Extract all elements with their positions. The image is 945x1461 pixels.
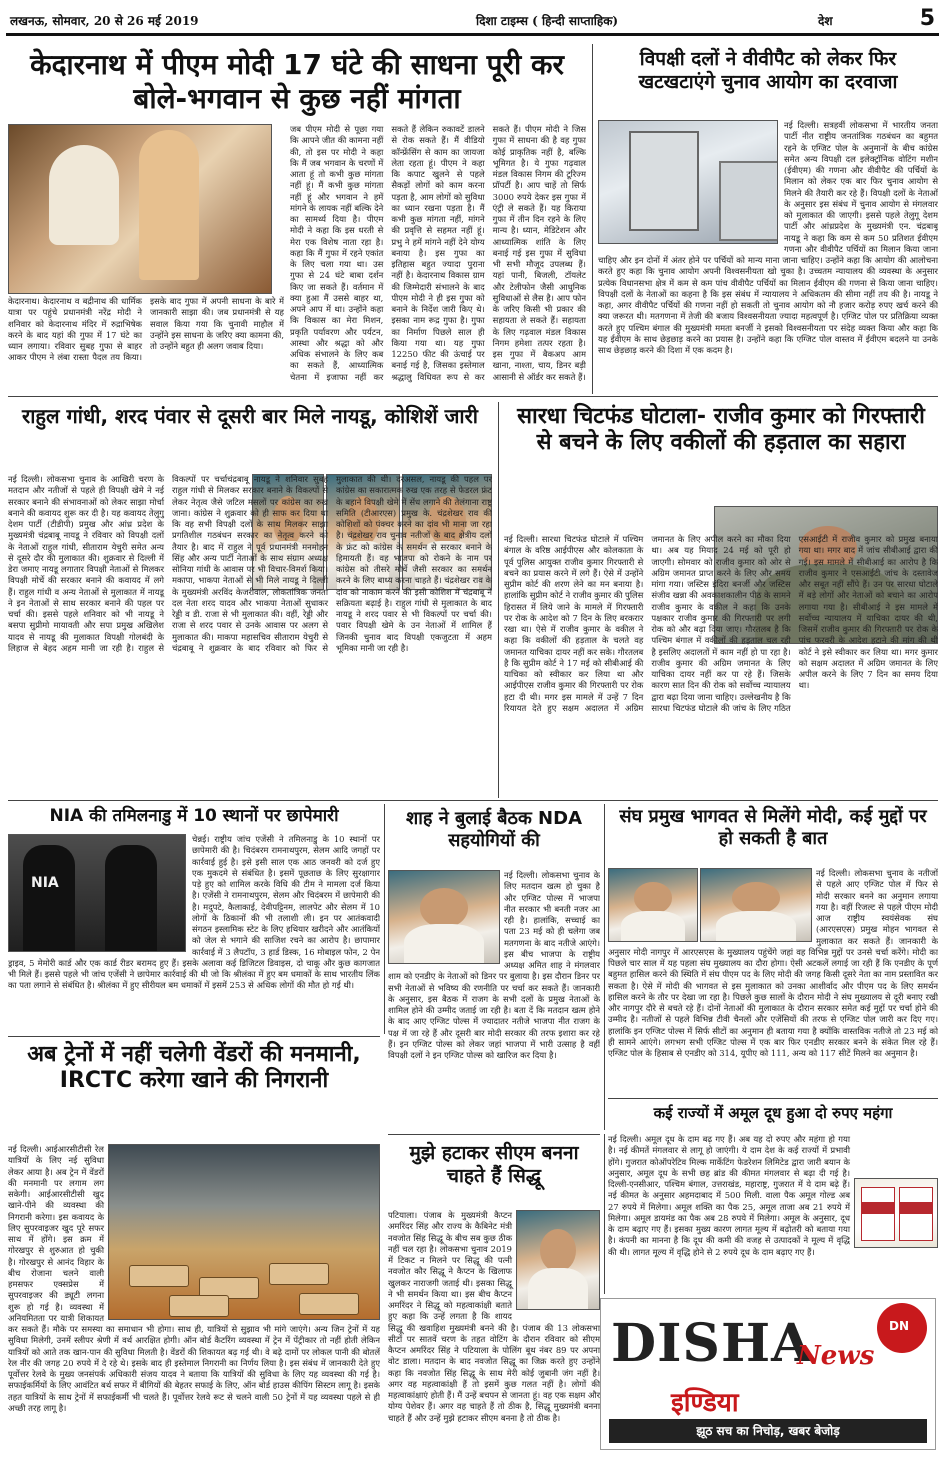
page-number: 5 [919, 6, 935, 31]
modi-cave-photo [8, 124, 272, 294]
logo-news: News [797, 1341, 875, 1371]
nia-headline: NIA की तमिलनाडु में 10 स्थानों पर छापेमारी [49, 806, 339, 826]
amul-headline: कई राज्यों में अमूल दूध हुआ दो रुपए महंगा [653, 1104, 893, 1122]
photo-figure [139, 130, 199, 280]
shah-headline: शाह ने बुलाई बैठक NDA सहयोगियों की [406, 808, 582, 851]
logo-badge: DN [889, 1319, 910, 1333]
section-name: देश [818, 14, 833, 28]
amul-body-wrap [608, 1134, 938, 1292]
logo-tagline: झूठ सच का निचोड़, खबर बेजोड़ [609, 1419, 927, 1443]
photo-float-spacer [104, 1144, 380, 1324]
irctc-body: नई दिल्ली। आईआरसीटीसी रेल यात्रियों के लिए नई सुविधा लेकर आया है। अब ट्रेन में वेंडरों की मनमानी पर लगाम लग सकेगी। आईआरसीटीसी खुद खाने-पीने की व्यवस्था की निगरानी करेगा। इस कवायद के लिए सुपरवाइजर खुद पूरे सफर साथ में होंगे। इस क्रम में गोरखपुर से शुरुआत हो चुकी है। गोरखपुर से आनंद विहार के बीच रोजाना चलने वाली हमसफर एक्सप्रेस में सुपरवाइजर की ड्यूटी लगना शुरू हो गई है। व्यवस्था में अनियमितता पर यात्री शिकायत कर सकते हैं। मौके पर समस्या का समाधान भी होगा। साथ ही, यात्रियों से सुझाव भी मांगे जाएंगे। अन्य जिन ट्रेनों में यह सुविधा मिलेगी, उनमें स्लीपर श्रेणी में वर्थ आरक्षित होगी। ऑन बोर्ड कैटरिंग व्यवस्था में ट्रेन में पेंट्रीकार तो नहीं होती लेकिन यात्रियों को आते तक खान-पान की सुविधा मिलती है। वेंडरों की शिकायत बढ़ गई थी। वे बढ़े दामों पर लोकल पानी की बोतलें रेल नीर की जगह 20 रुपये में दे रहे थे। इसके बाद ही इस्तेमाल निगरानी का निर्णय लिया है। इस संबंध में जानकारी देते हुए पूर्वोत्तर रेलवे के मुख्य जनसंपर्क अधिकारी संजय यादव ने बताया कि यात्रियों की सुविधा के लिए यह व्यवस्था की गई है। सफाईकर्मियों के लिए आवंटित बर्थ सफर में बीगियों की बेहतर सफाई के लिए, ऑन बोर्ड हाउस कीपिंग सिस्टम लागू है। इसके तहत यात्रियों के साथ ट्रेनों में सफाईकर्मी भी चलते हैं। पूर्वोत्तर रेलवे रूट से चलने वाली 50 ट्रेनों में यह व्यवस्था पहले से ही अच्छी तरह लागू है। [8, 1144, 380, 1413]
photo-float-spacer [388, 870, 504, 968]
masthead [6, 6, 939, 36]
vvpat-body-wrap [598, 120, 938, 392]
bhagwat-headline: संघ प्रमुख भागवत से मिलेंगे मोदी, कई मुद्दों पर हो सकती है बात [619, 806, 927, 849]
sidhu-body-wrap [388, 1210, 600, 1454]
column-rule [604, 804, 605, 1130]
article-naidu-headline-box [8, 402, 492, 472]
sidhu-body: पटियाला। पंजाब के मुख्यमंत्री कैप्टन अमरिंदर सिंह और राज्य के कैबिनेट मंत्री नवजोत सिंह सिद्धू के बीच सब कुछ ठीक नहीं चल रहा है। लोकसभा चुनाव 2019 में टिकट न मिलने पर सिद्धू की पत्नी नवजोत कौर सिद्धू ने कैप्टन के खिलाफ खुलकर नाराजगी जताई थी। इसका सिद्धू ने भी समर्थन किया था। इस बीच कैप्टन अमरिंदर ने सिद्धू को महत्वाकांक्षी बताते हुए कहा कि उन्हें लगता है कि शायद सिद्धू की खवाहिश मुख्यमंत्री बनने की है। पंजाब की 13 लोकसभा सीटों पर सातवें चरण के तहत वोटिंग के दौरान रविवार को सीएम कैप्टन अमरिंदर सिंह ने पटियाला के पोलिंग बूथ नंबर 89 पर अपना वोट डाला। मतदान के बाद नवजोत सिद्धू का जिक्र करते हुए उन्होंने कहा कि नवजोत सिंह सिद्धू के साथ मेरी कोई जुबानी जंग नहीं है। अगर वह महत्वाकांक्षी हैं तो इसमें कुछ गलत नहीं है। लोगों की महत्वाकांक्षाएं होती हैं। मैं उन्हें बचपन से जानता हूं। वह एक सक्षम और योग्य पेशेवर हैं। अगर वह चाहते हैं तो ठीक है, सिद्धू मुख्यमंत्री बनना चाहते हैं और उन्हें मुझे हटाकर सीएम बनना है तो ठीक है। [388, 1210, 600, 1423]
disha-news-logo [600, 1298, 936, 1450]
article-nia-headline-box [8, 804, 380, 832]
photo-float-spacer [512, 1210, 600, 1312]
naidu-body-wrap [8, 474, 492, 796]
naidu-headline: राहुल गांधी, शरद पंवार से दूसरी बार मिले नायडू, कोशिशें जारी [22, 404, 478, 428]
article-shah-headline-box [388, 806, 600, 868]
irctc-headline: अब ट्रेनों में नहीं चलेगी वेंडरों की मनमानी, IRCTC करेगा खाने की निगरानी [27, 1042, 361, 1094]
photo-float-spacer [8, 834, 192, 954]
bhagwat-body: नई दिल्ली। लोकसभा चुनाव के नतीजों से पहले आए एग्जिट पोल में फिर से मोदी सरकार बनने का अनुमान लगाया गया है। वहीं रिजल्ट से पहले पीएम मोदी आज राष्ट्रीय स्वयंसेवक संघ (आरएसएस) प्रमुख मोहन भागवत से मुलाकात कर सकते हैं। जानकारी के अनुसार मोदी नागपुर में आरएसएस के मुख्यालय पहुंचेंगे जहां वह विभिन्न मुद्दों पर उनसे चर्चा करेंगे। मोदी का पिछले चार साल में यह पहला संघ मुख्यालय का दौरा होगा। ऐसी अटकलें लगाई जा रही हैं कि एनडीए के पूर्ण बहुमत हासिल करने की स्थिति में संघ पीएम पद के लिए मोदी की जगह किसी दूसरे नेता का नाम प्रस्तावित कर सकता है। ऐसे में मोदी की भागवत से इस मुलाकात को उनका आशीर्वाद और पीएम पद के लिए समर्थन हासिल करने के तौर पर देखा जा रहा है। पिछले कुछ सालों के दौरान मोदी ने संघ मुख्यालय से दूरी बनाए रखी और नागपुर दौरे से बचते रहे हैं। दोनों नेताओं की मुलाकात के दौरान सरकार समेत कई मुद्दों पर चर्चा होने की उम्मीद है। नतीजों से पहले विभिन्न टीवी चैनलों और एजेंसियों की तरफ से एग्जिट पोल जारी कर दिए गए। हालांकि इन एग्जिट पोल्स में सिर्फ सीटों का अनुमान ही बताया गया है क्योंकि वास्तविक नतीजे तो 23 मई को ही सामने आएंगे। लगभग सभी एग्जिट पोल्स में एक बार फिर एनडीए सरकार बनने के संकेत मिल रहे हैं। एग्जिट पोल के हिसाब से एनडीए को 314, यूपीए को 111, अन्य को 117 सीटें मिलने का अनुमान है। [608, 868, 938, 1058]
bhagwat-body-wrap [608, 868, 938, 1088]
photo-float-spacer [608, 868, 816, 946]
section-rule [388, 1134, 600, 1135]
kedarnath-body: जब पीएम मोदी से पूछा गया कि आपने जीत की कामना नहीं की, तो इस पर मोदी ने कहा कि मैं जब भगवान के चरणों में आता हूं तो कभी कुछ मांगता नहीं हूं। मैं कभी कुछ मांगता नहीं हूं और भगवान ने हमें मांगने के लायक नहीं बल्कि देने का सामर्थ्य दिया है। पीएम मोदी ने कहा कि इस धरती से मेरा एक विशेष नाता रहा है। कहा कि मैं गुफा में रहने एकांत के लिए चला गया था। उस गुफा से 24 घंटे बाबा दर्शन किए जा सकते हैं। वर्तमान में क्या हुआ मैं उससे बाहर था, अपने आप में था। उन्होंने कहा कि विकास का मेरा मिशन, प्रकृति पर्यावरण और पर्यटन, आस्था और श्रद्धा को और अधिक संभालने के लिए कब का सकते हैं, आध्यात्मिक चेतना में इजाफा नहीं कर सकते हैं लेकिन रुकावटें डालने से रोक सकते हैं। मैं वीडियो कॉन्फ्रेंसिंग से काम का जायजा लेता रहता हूं। पीएम ने कहा कि कपाट खुलने से पहले सैकड़ों लोगों को काम करना पड़ता है, आम लोगों को सुविधा का ध्यान रखना पड़ता है। मैं कभी कुछ मांगता नहीं, मांगने की प्रवृत्ति से सहमत नहीं हूं। प्रभु ने हमें मांगने नहीं देने योग्य बनाया है। इस गुफा का इतिहास बहुत ज्यादा पुराना नहीं है। केदारनाथ विकास ग्राम की जिम्मेदारी संभालने के बाद पीएम मोदी ने ही इस गुफा को बनाने के निर्देश जारी किए थे। इसका नाम रूद्र गुफा है। गुफा का निर्माण पिछले साल ही किया गया था। यह गुफा 12250 फीट की ऊंचाई पर बनाई गई है, जिसका इस्तेमाल श्रद्धालु विधिवत रूप से कर सकते हैं। पीएम मोदी ने जिस गुफा में साधना की है वह गुफा कोई प्राकृतिक नहीं है, बल्कि भूमिगत है। ये गुफा गढ़वाल मंडल विकास निगम की टूरिज्म प्रॉपर्टी है। आप चाहें तो सिर्फ 3000 रुपये देकर इस गुफा में एंट्री ले सकते हैं। यह किराया गुफा में तीन दिन रहने के लिए मान्य है। ध्यान, मेडिटेशन और आध्यात्मिक शांति के लिए बनाई गई इस गुफा में सुविधा भी सभी मौजूद उपलब्ध हैं। यहां पानी, बिजली, टॉयलेट और टेलीफोन जैसी आधुनिक सुविधाओं से लैस है। आप फोन के जरिए किसी भी प्रकार की सहायता ले सकते हैं। सहायता के लिए गढ़वाल मंडल विकास निगम हमेशा तत्पर रहता है। इस गुफा में बैकअप आम खाना, नाश्ता, चाय, डिनर बड़ी आसानी से ऑर्डर कर सकते हैं। [290, 124, 586, 382]
irctc-body-wrap [8, 1144, 380, 1454]
photo-float-spacer [598, 120, 784, 248]
article-sidhu-headline-box [388, 1140, 600, 1206]
photo-float-spacer [850, 1134, 938, 1254]
amul-body: नई दिल्ली। अमूल दूध के दाम बढ़ गए हैं। अब यह दो रुपए और महंगा हो गया है। नई कीमतें मंगलवार से लागू हो जाएंगी। ये दाम देश के कई राज्यों में प्रभावी होंगे। गुजरात कोऑपरेटिव मिल्क मार्केटिंग फेडरेशन लिमिटेड द्वारा जारी बयान के अनुसार, अमूल दूध के सभी छह ब्रांड की कीमत मंगलवार से बढ़ा दी गई है। दिल्ली-एनसीआर, पश्चिम बंगाल, उत्तराखंड, महाराष्ट्र, गुजरात में ये दाम बढ़े हैं। नई कीमत के अनुसार अहमदाबाद में 500 मिली. वाला पैक अमूल गोल्ड अब 27 रुपये में मिलेगा। अमूल शक्ति का पैक 25, अमूल ताजा अब 21 रुपये में मिलेगा। अमूल डायमंड का पैक अब 28 रुपये में मिलेगा। अमूल के अनुसार, दूध के दाम बढ़ाए गए हैं। इसका मुख्य कारण लागत मूल्य में बढ़ोतरी को बताया गया है। कंपनी का मानना है कि दूध की कमी की वजह से उत्पादकों ने मूल्य में वृद्धि की थी। लागत मूल्य में वृद्धि होने से 2 रुपये दूध के दाम बढ़ाए गए हैं। [608, 1134, 850, 1257]
section-rule [8, 396, 938, 397]
vvpat-body: नई दिल्ली। सत्रहवीं लोकसभा में भारतीय जनता पार्टी नीत राष्ट्रीय जनतांत्रिक गठबंधन का बहुमत रहने के एग्जिट पोल के अनुमानों के बीच कांग्रेस समेत अन्य विपक्षी दल इलेक्ट्रॉनिक वोटिंग मशीन (ईवीएम) की गणना और वीवीपैट की पर्चियों के मिलान को लेकर एक बार फिर चुनाव आयोग से मिलने की तैयारी कर रहे हैं। विपक्षी दलों के नेताओं के अनुसार इस संबंध में चुनाव आयोग से मंगलवार को मुलाकात की जाएगी। इससे पहले तेलुगू देशम पार्टी और आंध्रप्रदेश के मुख्यमंत्री एन. चंद्रबाबू नायडू ने कहा कि कम से कम 50 प्रतिशत ईवीएम गणना और वीवीपैट पर्चियों का मिलान किया जाना चाहिए और इन दोनों में अंतर होने पर पर्चियों को मान्य माना जाना चाहिए। उन्होंने कहा कि आयोग की आलोचना करते हुए कहा कि चुनाव आयोग अपनी विश्वसनीयता खो चुका है। उच्चतम न्यायालय की व्यवस्था के अनुसार प्रत्येक विधानसभा क्षेत्र में कम से कम पांच वीवीपैट पर्चियों का मिलान ईवीएम की गणना से किया जाना चाहिए। विपक्षी दलों के नेताओं का कहना है कि इस संबंध में न्यायालय ने अधिकतम की सीमा नहीं तय की है। नायडू ने कहा, अगर वीवीपैट पर्चियों की गणना नहीं हो सकती तो चुनाव आयोग को नौ हजार करोड़ रुपए खर्च करने की क्या जरूरत थी। मतगणना में तेजी की बजाय विश्वसनीयता ज्यादा महत्वपूर्ण है। एग्जिट पोल पर प्रतिक्रिया व्यक्त करते हुए पश्चिम बंगाल की मुख्यमंत्री ममता बनर्जी ने इसको विश्वसनीयता पर संदेह व्यक्त किया और कहा कि यह ईवीएम के साथ छेड़छाड़ करने का प्रयास है। उन्होंने कहा कि एग्जिट पोल वास्तव में ईवीएम बदलने या उनके साथ छेड़छाड़ करने की दिशा में एक कदम है। [598, 120, 938, 355]
article-amul-headline-box [608, 1102, 938, 1130]
nia-body-wrap [8, 834, 380, 1040]
saradha-headline: सारधा चिटफंड घोटाला- राजीव कुमार को गिरफ्तारी से बचने के लिए वकीलों की हड़ताल का सहारा [517, 404, 925, 456]
vvpat-headline: विपक्षी दलों ने वीवीपैट को लेकर फिर खटखटाएंगे चुनाव आयोग का दरवाजा [638, 48, 898, 93]
sidhu-headline: मुझे हटाकर सीएम बनना चाहते हैं सिद्धू [409, 1142, 579, 1187]
saradha-body: नई दिल्ली। सारधा चिटफंड घोटाले में पश्चिम बंगाल के वरिष्ठ आईपीएस और कोलकाता के पूर्व पुलिस आयुक्त राजीव कुमार गिरफ्तारी से बचने का प्रयास करने में लगे हैं। ऐसे में उन्होंने सुप्रीम कोर्ट की शरण लेने का मन बनाया है। हालांकि सुप्रीम कोर्ट ने राजीव कुमार की पुलिस हिरासत में लिये जाने के मामले में गिरफ्तारी पर रोक के आदेश को 7 दिन के लिए बरकरार रखा था। ऐसे में राजीव कुमार के वकील ने कहा कि वकीलों की हड़ताल के चलते वह जमानत याचिका दायर नहीं कर सके। गौरतलब है कि सुप्रीम कोर्ट ने 17 मई को सीबीआई की याचिका को स्वीकार कर लिया था और आईपीएस राजीव कुमार की गिरफ्तारी पर रोक हटा दी थी। मगर इस मामले में उन्हें 7 दिन रियायत देते हुए सक्षम अदालत में अग्रिम जमानत के लिए अपील करने का मौका दिया था। अब यह मियाद 24 मई को पूरी हो जाएगी। सोमवार को राजीव कुमार को ओर से अग्रिम जमानत प्राप्त करने के लिए और समय मांगा गया। जस्टिस इंदिरा बनर्जी और जस्टिस संजीव खन्ना की अवकाशकालीन पीठ के सामने राजीव कुमार के वकील ने कहा कि उनके पक्षकार राजीव कुमार की गिरफ्तारी पर लगी रोक को और बढ़ा दिया जाए। गौरतलब है कि पश्चिम बंगाल में वकीलों की हड़ताल चल रही है इसलिए अदालतों में काम नहीं हो पा रहा है। राजीव कुमार की अग्रिम जमानत के लिए याचिका दायर नहीं कर पा रहे हैं। जिसके कारण सात दिन की रोक को सर्वोच्च न्यायालय द्वारा बढ़ा दिया जाना चाहिए। उल्लेखनीय है कि सारधा चिटफंड घोटाले की जांच के लिए गठित एसआईटी में राजीव कुमार को प्रमुख बनाया गया था। मगर बाद में जांच सीबीआई द्वारा की गई। इस मामले में सीबीआई का आरोप है कि राजीव कुमार ने एसआईटी जांच के दस्तावेज और सबूत नहीं सौंपे हैं। उन पर सारधा घोटाले में बड़े लोगों और नेताओं को बचाने का आरोप लगाया गया है। सीबीआई ने इस मामले में सर्वोच्च न्यायालय में याचिका दायर की थी, जिसमें राजीव कुमार की गिरफ्तारी पर रोक के पांच फरवरी के आदेश हटाने की मांग की थी कोर्ट ने इसे स्वीकार कर लिया था। मगर कुमार को सक्षम अदालत में अग्रिम जमानत के लिए अपील करने के लिए 7 दिन का समय दिया था। [504, 534, 938, 713]
kedarnath-headline: केदारनाथ में पीएम मोदी 17 घंटे की साधना पूरी कर बोले-भगवान से कुछ नहीं मांगता [30, 48, 564, 115]
shah-body: नई दिल्ली। लोकसभा चुनाव के लिए मतदान खत्म हो चुका है और एग्जिट पोल्स में भाजपा नीत सरकार भी बनती नजर आ रही है। हालांकि, सच्चाई का पता 23 मई को ही चलेगा जब मतगणना के बाद नतीजे आएंगे। इस बीच भाजपा के राष्ट्रीय अध्यक्ष अमित शाह ने मंगलवार शाम को एनडीए के नेताओं को डिनर पर बुलाया है। इस दौरान डिनर पर सभी नेताओं से भविष्य की रणनीति पर चर्चा कर सकते हैं। जानकारी के अनुसार, इस बैठक में राजग के सभी दलों के प्रमुख नेताओं के शामिल होने की उम्मीद जताई जा रही है। बता दें कि मतदान खत्म होने के बाद आए एग्जिट पोल्स में ज्यादातर नतीजे भाजपा नीत राजग के पक्ष में जा रहे हैं और दूसरी बार मोदी सरकार की तरफ इशारा कर रहे हैं। इन एग्जिट पोल्स को लेकर जहां भाजपा में भारी उत्साह है वहीं विपक्षी दलों ने इन एग्जिट पोल्स को खारिज कर दिया है। [388, 870, 600, 1060]
logo-hindi: इण्डिया [671, 1388, 739, 1418]
column-rule [592, 44, 593, 394]
nia-body: चेन्नई। राष्ट्रीय जांच एजेंसी ने तमिलनाडु के 10 स्थानों पर छापेमारी की है। चिदंबरम रामनाथपुरम, सेलम आदि जगहों पर कार्रवाई हुई है। इसे इसी साल एक आठ जनवरी को दर्ज हुए एक मुकदमे से संबंधित है। इसमें पूछताछ के लिए सुरक्षागार पड़े हुए को शामिल करके विधि की टीम ने मामला दर्ज किया है। एजेंसी ने रामनाथपुरम, सेलम और चिदंबरम में छापेमारी की है। मदुपटे, कैलाकाई, देवीपट्टिनम, लालपेट और सेलम में 10 लोगों के ठिकानों की भी तलाशी ली। इन पर आतंकवादी संगठन इस्लामिक स्टेट के लिए हथियार खरीदने और आतंकियों को जेल से भगाने की साजिश रचने का आरोप है। छापामार कार्रवाई में 3 लैपटॉप, 3 हार्ड डिस्क, 16 मोबाइल फोन, 2 पेन ड्राइव, 5 मेमोरी कार्ड और एक कार्ड रीडर बरामद हुए हैं। इसके अलावा कई डिजिटल डिवाइस, दो चाकू और कुछ कागजात भी मिले हैं। इससे पहले भी जांच एजेंसी ने छापेमार कार्रवाई की थी जो कि श्रीलंका में हुए बम धमाकों के साथ भारतीय लिंक का पता लगाने से संबंधित है। श्रीलंका में हुए सीरीयल बम धमाकों में इसमें 253 से अधिक लोगों की मौत हो गई थी। [8, 834, 380, 991]
section-rule [8, 1036, 380, 1037]
section-rule [8, 800, 938, 801]
naidu-body: नई दिल्ली। लोकसभा चुनाव के आखिरी चरण के मतदान और नतीजों से पहले ही विपक्षी खेमे ने नई सरकार बनाने की संभावनाओं को लेकर साझा मोर्चा बनाने की कवायद शुरू कर दी है। यह कवायद तेलुगु देशम पार्टी (टीडीपी) प्रमुख और आंध्र प्रदेश के मुख्यमंत्री चंद्रबाबू नायडू ने रविवार को विपक्षी दलों के नेताओं राहुल गांधी, सीताराम येचुरी समेत अन्य से दूसरे दौर की मुलाकात की। शुक्रवार से दिल्ली में डेरा जमाए नायडू लगातार विपक्षी नेताओं से मिलकर विपक्षी मोर्चे की सरकार बनाने की कवायद में लगे हैं। राहुल गांधी व अन्य नेताओं से मुलाकात में नायडू ने इन नेताओं से साथ सरकार बनाने की पहल पर चर्चा की। इससे पहले शनिवार को भी नायडू ने बसपा सुप्रीमो मायावती और सपा प्रमुख अखिलेश यादव से नायडू की मुलाकात विपक्षी गोलबंदी के लिहाज से बेहद अहम मानी जा रही है। राहुल से विकल्पों पर चर्चाचंद्रबाबू नायडू ने शनिवार सुबह राहुल गांधी से मिलकर सरकार बनाने के विकल्पों से लेकर नेतृत्व जैसे जटिल मसलों पर कांग्रेस का रुख जाना। कांग्रेस ने शुक्रवार को ही साफ कर दिया था कि वह सभी विपक्षी दलों के साथ मिलकर साझा प्रगतिशील गठबंधन सरकार का नेतृत्व करने को तैयार है। बाद में राहुल ने पूर्व प्रधानमंत्री मनमोहन सिंह और अन्य पार्टी नेताओं के साथ संग्राम अध्यक्ष सोनिया गांधी के आवास पर भी विचार-विमर्श किया। मकापा, भाकपा नेताओं से भी मिले नायडू ने दिल्ली के मुख्यमंत्री अरविंद केजरीवाल, लोकतांत्रिक जनता दल नेता शरद यादव और भाकपा नेताओं सुधाकर रेड्डी व डी. राजा से भी मुलाकात की। वहीं, रेड्डी और राजा से शरद पवार से उनके आवास पर अलग से मुलाकात की। माकपा महासचिव सीताराम येचुरी से चंद्रबाबू ने शुक्रवार के बाद रविवार को फिर से मुलाकात की थी। दरअसल, नायडू की पहल पर कांग्रेस का सकारात्मक रुख एक तरह से फेडरल फ्रंट के बहाने विपक्षी खेमे में सेंध लगाने की तेलंगाना राष्ट्र समिति (टीआरएस) प्रमुख के. चंद्रशेखर राव की कोशिशों को पंक्चर करने का दांव भी माना जा रहा है। चंद्रशेखर राव चुनाव नतीजों के बाद क्षेत्रीय दलों के फ्रंट को कांग्रेस के समर्थन से सरकार बनाने के हिमायती हैं। वह भाजपा को रोकने के नाम पर कांग्रेस को तीसरे मोर्चे जैसी सरकार का समर्थन करने के लिए बाध्य करना चाहते हैं। चंद्रशेखर राव के दांव को नाकाम करने की इसी कोशिश में चंद्रबाबू ने सक्रियता बढ़ाई है। राहुल गांधी से मुलाकात के बाद नायडू ने शरद पवार से भी विकल्पों पर चर्चा की। पवार विपक्षी खेमे के उन नेताओं में शामिल हैं जिनकी चुनाव बाद विपक्षी एकजुटता में अहम भूमिका मानी जा रही है। [8, 474, 492, 653]
article-vvpat-headline-box [598, 44, 938, 118]
column-rule [604, 1134, 605, 1294]
section-rule [608, 1098, 938, 1099]
kedarnath-caption: केदारनाथ। केदारनाथ व बद्रीनाथ की धार्मिक यात्रा पर पहुंचे प्रधानमंत्री नरेंद्र मोदी ने शनिवार को केदारनाथ मंदिर में रुद्राभिषेक करने के बाद यहां की गुफा में 17 घंटे का ध्यान लगाया। रविवार सुबह गुफा से बाहर आकर पीएम ने लंबा रास्ता पैदल तय किया। इसके बाद गुफा में अपनी साधना के बारे में जानकारी साझा की। जब प्रधानमंत्री से यह सवाल किया गया कि चुनावी माहौल में उन्होंने इस साधना के जरिए क्या कामना की, तो उन्होंने बहुत ही अलग जवाब दिया। [8, 296, 284, 363]
microphone-icon [877, 1303, 927, 1353]
article-irctc-headline-box [8, 1040, 380, 1140]
logo-word: DISHA [611, 1313, 813, 1374]
paper-name: दिशा टाइम्स ( हिन्दी साप्ताहिक) [476, 14, 619, 28]
dateline: लखनऊ, सोमवार, 20 से 26 मई 2019 [10, 14, 199, 28]
column-rule [498, 402, 499, 798]
saradha-body-wrap [504, 534, 938, 796]
article-bhagwat-headline-box [608, 804, 938, 866]
article-kedarnath-headline-box [8, 44, 586, 134]
photo-figure [49, 145, 119, 245]
shah-body-wrap [388, 870, 600, 1130]
column-rule [384, 804, 385, 1034]
nia-vest-label: NIA [31, 875, 59, 891]
